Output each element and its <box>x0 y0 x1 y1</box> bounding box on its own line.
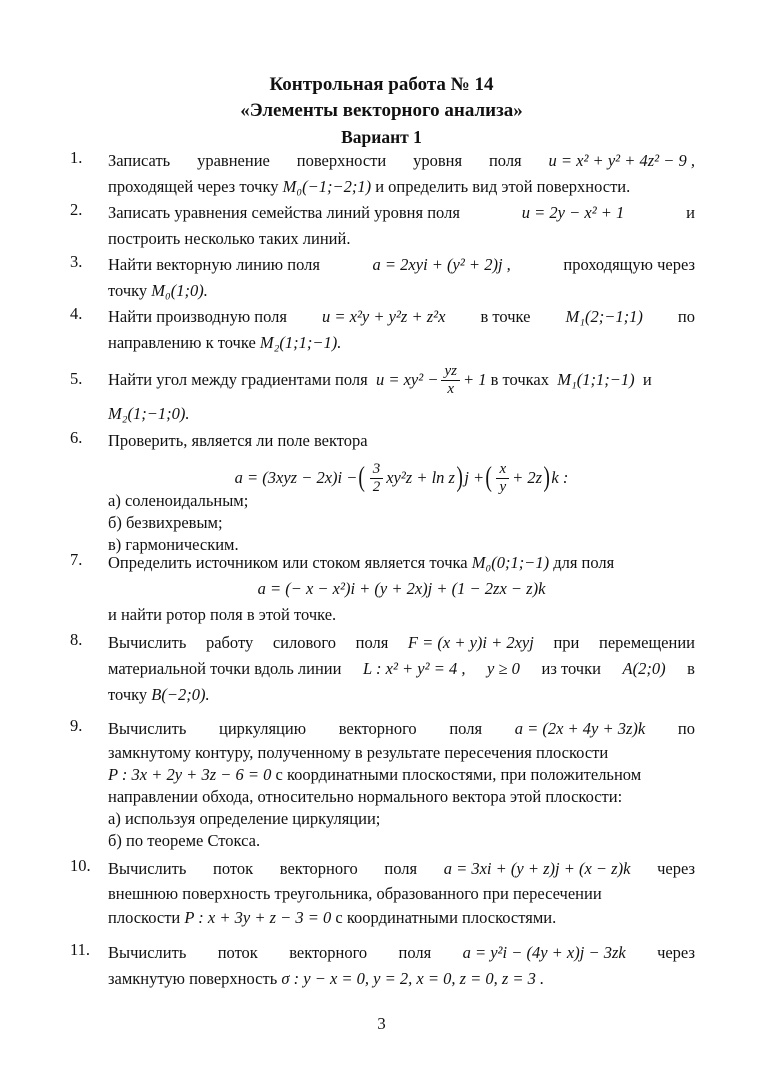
problem-11 <box>70 940 695 992</box>
option: б) по теореме Стокса. <box>108 831 261 850</box>
text: Записать уравнения семейства линий уровня поля <box>108 203 460 222</box>
text: циркуляцию <box>219 719 307 738</box>
problem-number: 3. <box>70 252 83 271</box>
formula: P : x + 3y + z − 3 = 0 <box>184 908 332 927</box>
problem-number: 8. <box>70 630 83 649</box>
variant-label: Вариант 1 <box>341 127 422 147</box>
text: Записать <box>108 151 171 170</box>
formula: M₀(−1;−2;1) <box>282 177 372 196</box>
formula: a = (2x + 4y + 3z)k <box>514 719 646 738</box>
formula: u = x²y + y²z + z²x <box>322 307 446 326</box>
text: Найти производную поля <box>108 307 287 326</box>
option: а) используя определение циркуляции; <box>108 809 381 828</box>
option: а) соленоидальным; <box>108 491 249 510</box>
text: Определить источником или стоком является точка <box>108 553 468 572</box>
text: в точках <box>490 370 549 389</box>
text: материальной точки вдоль линии <box>108 659 342 678</box>
text: проходящей через точку <box>108 177 279 196</box>
problem-number: 7. <box>70 550 83 569</box>
text: направлению к точке <box>108 333 256 352</box>
text: векторного <box>289 943 368 962</box>
text: по <box>677 307 695 326</box>
text: поля <box>384 859 418 878</box>
document-subtitle: «Элементы векторного анализа» <box>240 100 523 121</box>
problem-number: 11. <box>70 940 91 959</box>
text: поля <box>355 633 389 652</box>
text: векторного <box>279 859 358 878</box>
text: построить несколько таких линий. <box>108 229 351 248</box>
text: при <box>553 633 580 652</box>
text: Проверить, является ли поле вектора <box>108 431 368 450</box>
numerator: x <box>496 461 509 479</box>
formula: σ : y − x = 0, y = 2, x = 0, z = 0, z = 3 . <box>281 969 545 988</box>
text: и <box>686 203 695 222</box>
formula: B(−2;0). <box>151 685 210 704</box>
formula: + 1 <box>462 370 487 389</box>
text: через <box>657 943 695 962</box>
formula: a = 3xi + (y + z)j + (x − z)k <box>443 859 631 878</box>
text: Найти векторную линию поля <box>108 255 320 274</box>
text: перемещении <box>598 633 695 652</box>
document-title: Контрольная работа № 14 <box>269 74 494 95</box>
problem-7 <box>70 550 695 628</box>
text: работу <box>205 633 254 652</box>
text: уровня <box>413 151 463 170</box>
paren: ( <box>485 462 493 493</box>
problem-4 <box>70 304 695 356</box>
text: векторного <box>338 719 417 738</box>
text: поля <box>449 719 483 738</box>
formula: M₀(0;1;−1) <box>471 553 550 572</box>
text: поверхности <box>296 151 387 170</box>
formula: u = 2y − x² + 1 <box>521 203 625 222</box>
formula: a = (− x − x²)i + (y + 2x)j + (1 − 2zx − z)k <box>257 579 546 598</box>
paren: ( <box>358 462 366 493</box>
formula: u = xy² − <box>375 370 439 389</box>
text: из точки <box>541 659 601 678</box>
formula: L : x² + y² = 4 , <box>363 659 466 678</box>
text: силового <box>272 633 336 652</box>
paren: ) <box>456 462 463 493</box>
formula: A(2;0) <box>622 659 666 678</box>
formula: xy²z + ln z <box>386 468 455 487</box>
formula: + 2z <box>512 468 543 487</box>
text: с координатными плоскостями. <box>335 908 557 927</box>
problem-number: 4. <box>70 304 83 323</box>
text: проходящую через <box>563 255 695 274</box>
formula: u = x² + y² + 4z² − 9 , <box>548 151 695 170</box>
numerator: yz <box>441 363 460 381</box>
text: поля <box>398 943 432 962</box>
option: б) безвихревым; <box>108 513 223 532</box>
formula: a = 2xyi + (y² + 2)j , <box>372 255 511 274</box>
problem-list <box>70 148 695 502</box>
option: в) гармоническим. <box>108 535 239 554</box>
text: для поля <box>553 553 615 572</box>
problem-3 <box>70 252 695 304</box>
text: точку <box>108 281 148 300</box>
formula: M₁(2;−1;1) <box>565 307 643 326</box>
text: Вычислить <box>108 633 187 652</box>
problem-number: 1. <box>70 148 83 167</box>
problem-9 <box>70 716 695 852</box>
formula: M₀(1;0). <box>151 281 208 300</box>
text: в точке <box>480 307 531 326</box>
problem-number: 2. <box>70 200 83 219</box>
problem-1 <box>70 148 695 200</box>
text: и <box>642 370 652 389</box>
text: внешнюю поверхность треугольника, образованного при пересечении <box>108 884 602 903</box>
page-number: 3 <box>377 1014 386 1033</box>
text: плоскости <box>108 908 181 927</box>
text: и найти ротор поля в этой точке. <box>108 605 337 624</box>
formula: k : <box>551 468 569 487</box>
text: замкнутую поверхность <box>108 969 278 988</box>
formula: P : 3x + 2y + 3z − 6 = 0 <box>108 765 272 784</box>
formula: M₁(1;1;−1) <box>557 370 635 389</box>
formula: M₂(1;−1;0). <box>108 404 190 423</box>
formula: M₂(1;1;−1). <box>259 333 342 352</box>
paren: ) <box>543 462 551 493</box>
text: уравнение <box>197 151 270 170</box>
problem-number: 6. <box>70 428 83 447</box>
problem-number: 5. <box>70 369 83 388</box>
denominator: y <box>499 478 507 495</box>
problem-10 <box>70 856 695 930</box>
text: Вычислить <box>108 859 187 878</box>
formula: a = (3xyz − 2x)i − <box>234 468 358 487</box>
denominator: x <box>447 380 455 397</box>
problem-number: 10. <box>70 856 91 875</box>
text: поток <box>212 859 254 878</box>
problem-5 <box>70 360 695 428</box>
text: замкнутому контуру, полученному в результате пересечения плоскости <box>108 743 609 762</box>
text: через <box>657 859 695 878</box>
problem-list-continued <box>70 550 695 992</box>
numerator: 3 <box>370 461 384 479</box>
text: точку <box>108 685 148 704</box>
formula: F = (x + y)i + 2xyj <box>407 633 534 652</box>
problem-6-options <box>70 490 695 556</box>
formula: y ≥ 0 <box>487 659 520 678</box>
fraction <box>441 363 460 398</box>
text: и определить вид этой поверхности. <box>375 177 631 196</box>
text: по <box>677 719 695 738</box>
text: направлении обхода, относительно нормального вектора этой плоскости: <box>108 787 623 806</box>
formula: a = y²i − (4y + x)j − 3zk <box>462 943 626 962</box>
text: с координатными плоскостями, при положительном <box>275 765 642 784</box>
text: поля <box>488 151 522 170</box>
problem-8 <box>70 630 695 708</box>
text: Найти угол между градиентами поля <box>108 370 368 389</box>
problem-2 <box>70 200 695 252</box>
formula: j + <box>464 468 485 487</box>
denominator: 2 <box>372 478 381 495</box>
text: Вычислить <box>108 719 187 738</box>
problem-number: 9. <box>70 716 83 735</box>
text: Вычислить <box>108 943 187 962</box>
text: поток <box>217 943 258 962</box>
text: в <box>687 659 695 678</box>
